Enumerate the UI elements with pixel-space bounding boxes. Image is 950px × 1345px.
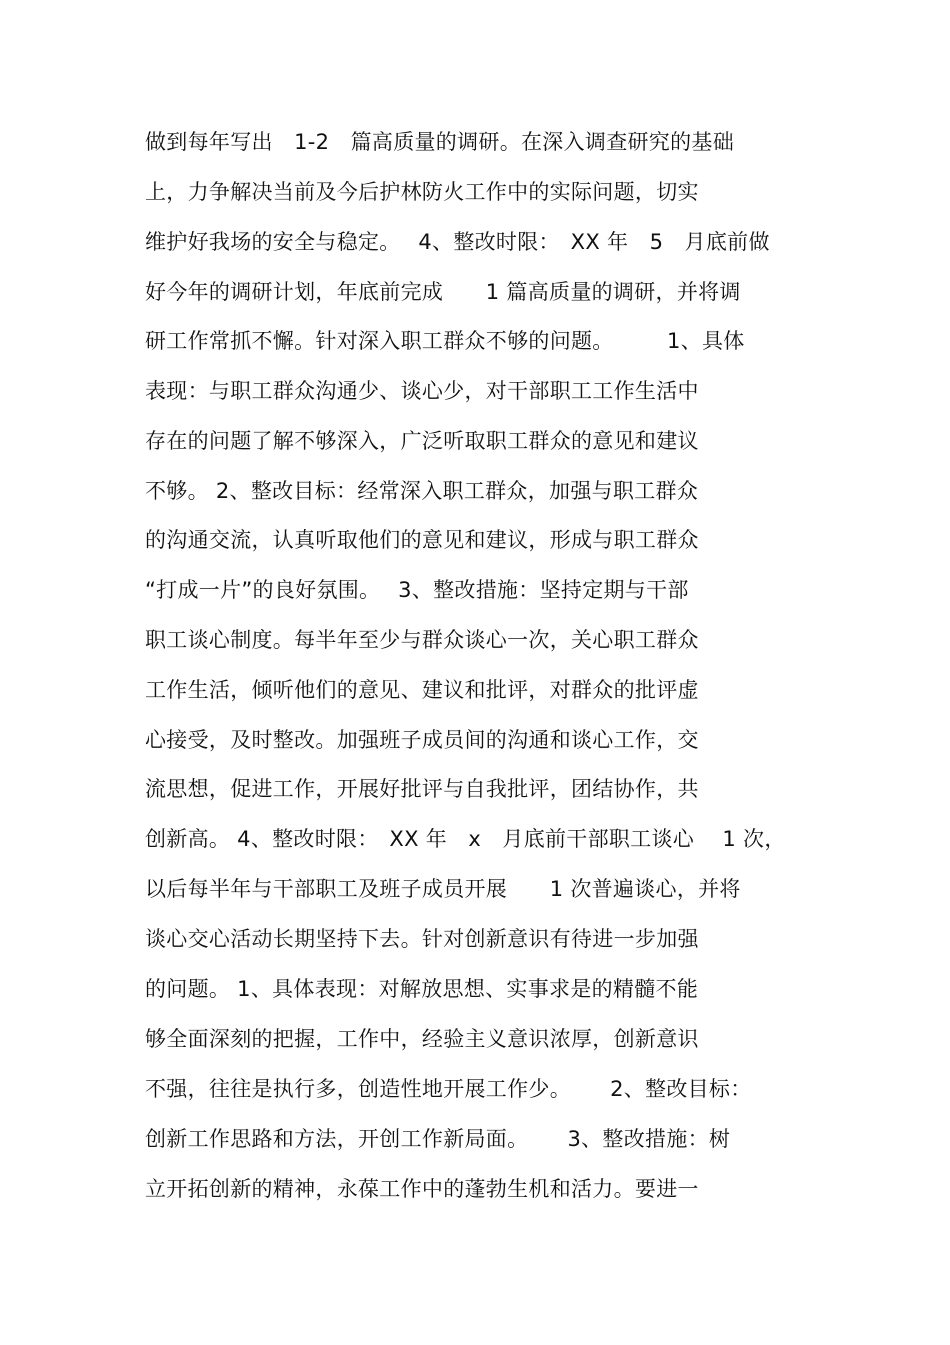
text-line: 上，力争解决当前及今后护林防火工作中的实际问题，切实 [145,180,699,204]
text-line: 够全面深刻的把握，工作中，经验主义意识浓厚，创新意识 [145,1027,699,1051]
text-line: 做到每年写出 1-2 篇高质量的调研。在深入调查研究的基础 [145,130,734,154]
text-line: 好今年的调研计划，年底前完成 1 篇高质量的调研，并将调 [145,280,741,304]
text-line: 创新高。 4、整改时限： XX 年 x 月底前干部职工谈心 1 次， [145,827,786,851]
text-line: “打成一片”的良好氛围。 3、整改措施：坚持定期与干部 [145,578,689,602]
text-line: 工作生活，倾听他们的意见、建议和批评，对群众的批评虚 [145,678,699,702]
text-line: 研工作常抓不懈。针对深入职工群众不够的问题。 1、具体 [145,329,745,353]
text-line: 的问题。 1、具体表现：对解放思想、实事求是的精髓不能 [145,977,699,1001]
text-line: 职工谈心制度。每半年至少与群众谈心一次，关心职工群众 [145,628,699,652]
text-line: 以后每半年与干部职工及班子成员开展 1 次普遍谈心，并将 [145,877,741,901]
text-line: 表现：与职工群众沟通少、谈心少，对干部职工工作生活中 [145,379,699,403]
text-line: 不强，往往是执行多，创造性地开展工作少。 2、整改目标： [145,1077,752,1101]
text-line: 谈心交心活动长期坚持下去。针对创新意识有待进一步加强 [145,927,699,951]
text-line: 维护好我场的安全与稳定。 4、整改时限： XX 年 5 月底前做 [145,230,770,254]
text-line: 立开拓创新的精神，永葆工作中的蓬勃生机和活力。要进一 [145,1177,699,1201]
text-line: 不够。 2、整改目标：经常深入职工群众，加强与职工群众 [145,479,699,503]
text-line: 流思想，促进工作，开展好批评与自我批评，团结协作，共 [145,777,699,801]
text-line: 存在的问题了解不够深入，广泛听取职工群众的意见和建议 [145,429,699,453]
text-line: 创新工作思路和方法，开创工作新局面。 3、整改措施：树 [145,1127,731,1151]
text-line: 的沟通交流，认真听取他们的意见和建议，形成与职工群众 [145,528,699,552]
text-line: 心接受，及时整改。加强班子成员间的沟通和谈心工作，交 [145,728,699,752]
